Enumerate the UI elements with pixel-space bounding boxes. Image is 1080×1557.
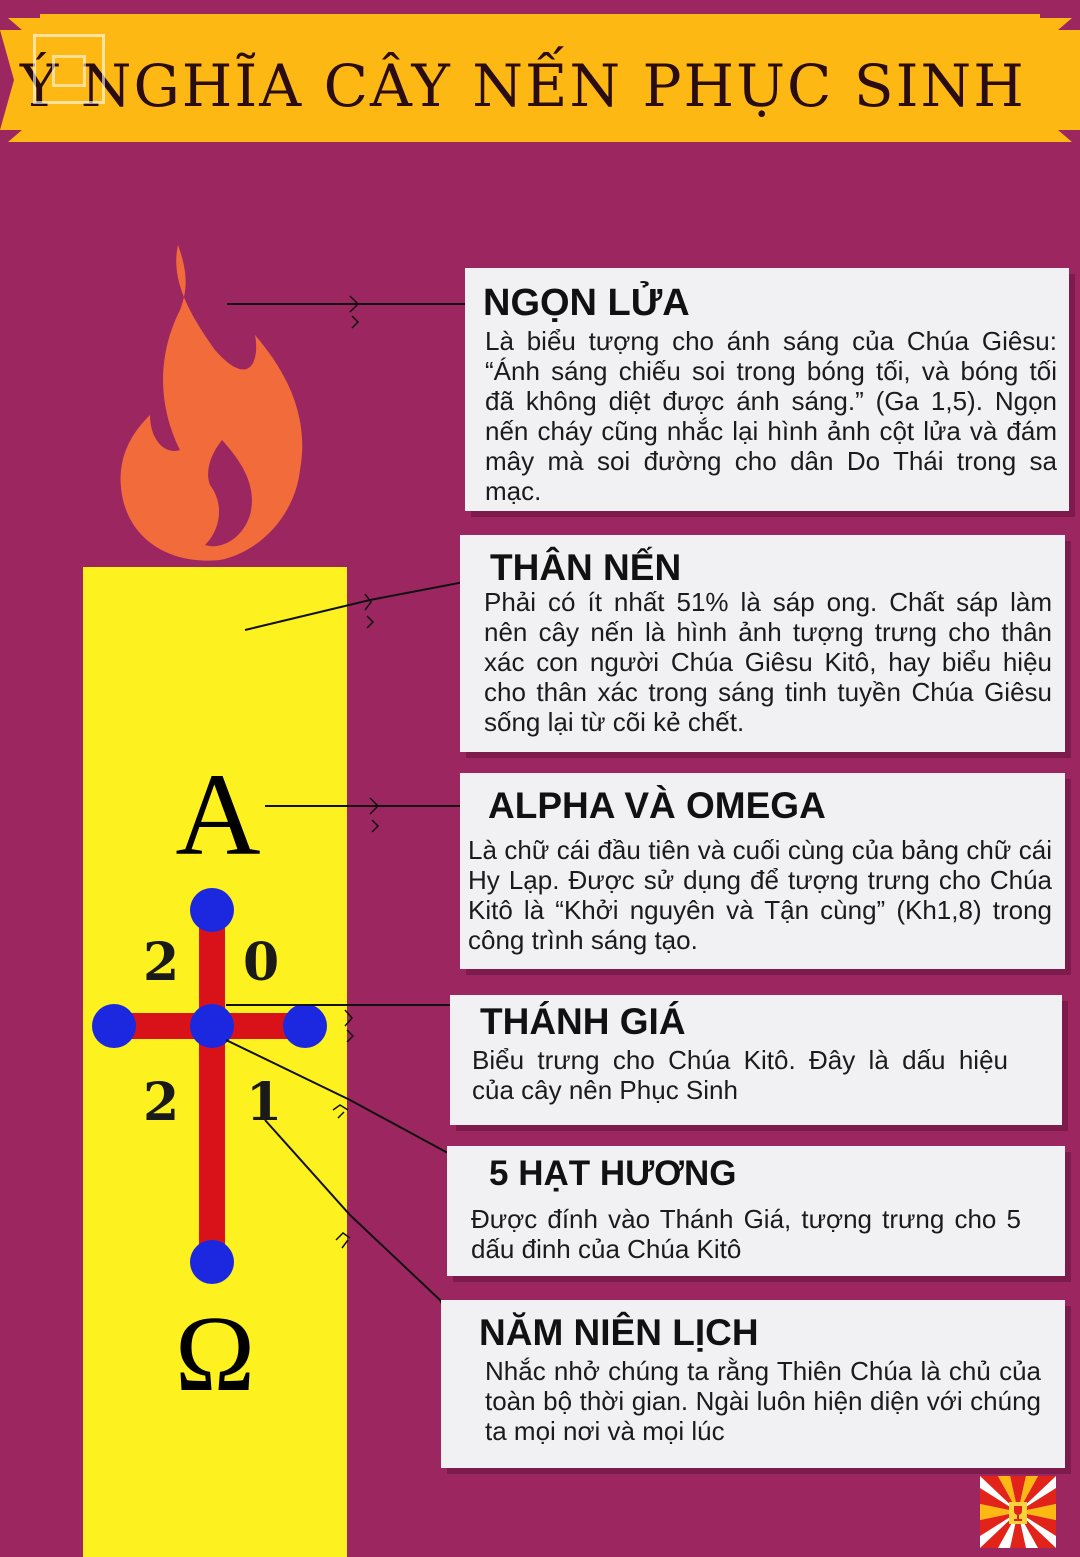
incense-grain-right <box>283 1004 327 1048</box>
incense-grain-bottom <box>190 1240 234 1284</box>
card-year <box>441 1300 1065 1468</box>
incense-grain-center <box>190 1004 234 1048</box>
card-title-cross: THÁNH GIÁ <box>480 1001 686 1042</box>
year-digit-2: 0 <box>243 932 280 993</box>
card-cross <box>450 995 1062 1125</box>
card-candle-body <box>460 535 1065 752</box>
card-title-flame: NGỌN LỬA <box>483 282 690 324</box>
card-alpha-omega <box>460 773 1065 969</box>
omega-letter: Ω <box>174 1295 256 1414</box>
card-text-cross: Biểu trưng cho Chúa Kitô. Đây là dấu hiệu của cây nên Phục Sinh <box>472 1045 1008 1105</box>
card-text-alpha-omega: Là chữ cái đầu tiên và cuối cùng của bảng chữ cái Hy Lạp. Được sử dụng để tượng trưng cho Chúa Kitô là “Khởi nguyên và Tận cùng” (Kh1,8) trong công trình sáng tạo. <box>468 835 1052 955</box>
sunburst-logo-icon <box>980 1476 1056 1548</box>
cross-vertical-beam <box>199 910 225 1265</box>
year-digit-4: 1 <box>246 1072 283 1133</box>
card-title-candle-body: THÂN NẾN <box>490 547 682 588</box>
card-text-incense-grains: Được đính vào Thánh Giá, tượng trưng cho 5 dấu đinh của Chúa Kitô <box>471 1204 1021 1264</box>
card-text-year: Nhắc nhở chúng ta rằng Thiên Chúa là chủ của toàn bộ thời gian. Ngài luôn hiện diện với chúng ta mọi nơi và mọi lúc <box>485 1356 1041 1446</box>
page-title: Ý NGHĨA CÂY NẾN PHỤC SINH <box>20 52 1026 120</box>
card-text-candle-body: Phải có ít nhất 51% là sáp ong. Chất sáp làm nên cây nến là hình ảnh tượng trưng cho thân xác con người Chúa Giêsu Kitô, hay biểu hiệu cho thân xác trong sáng tinh tuyền Chúa Giêsu sống lại từ cõi kẻ chết. <box>484 587 1052 737</box>
card-text-flame: Là biểu tượng cho ánh sáng của Chúa Giêsu: “Ánh sáng chiếu soi trong bóng tối, và bóng tối đã không diệt được ánh sáng.” (Ga 1,5). Ngọn nến cháy cũng nhắc lại hình ảnh cột lửa và đám mây mà soi đường cho dân Do Thái trong sa mạc. <box>485 326 1057 506</box>
card-title-alpha-omega: ALPHA VÀ OMEGA <box>488 785 826 826</box>
card-title-year: NĂM NIÊN LỊCH <box>479 1312 759 1353</box>
incense-grain-left <box>92 1004 136 1048</box>
incense-grain-top <box>190 888 234 932</box>
card-title-incense-grains: 5 HẠT HƯƠNG <box>489 1154 737 1193</box>
alpha-letter: A <box>175 749 261 880</box>
card-flame <box>465 268 1069 511</box>
card-incense-grains <box>447 1146 1065 1276</box>
year-digit-3: 2 <box>143 1072 180 1133</box>
year-digit-1: 2 <box>143 932 180 993</box>
